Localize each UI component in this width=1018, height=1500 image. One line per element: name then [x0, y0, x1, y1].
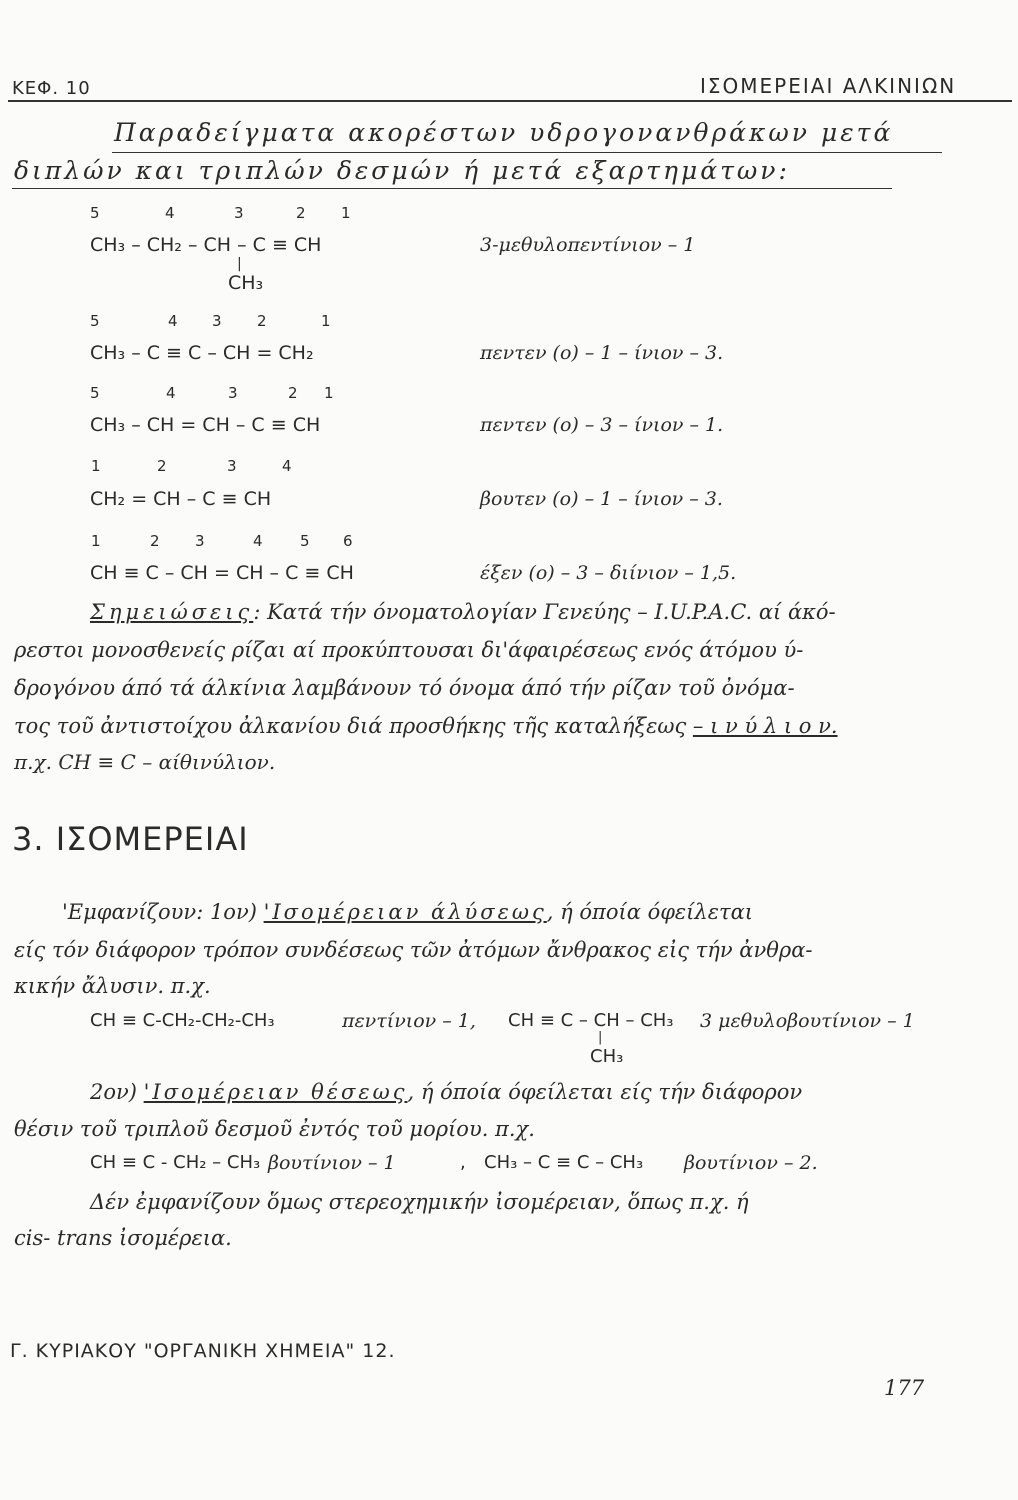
chain-isomerism-line-3: κικήν ἄλυσιν. π.χ. [14, 974, 211, 998]
notes-line-4-text: τος τοῦ ἀντιστοίχου ἀλκανίου διά προσθήκης τῆς καταλήξεως [14, 714, 693, 738]
example-1-branch-bond: | [237, 256, 242, 272]
source-reference: Γ. ΚΥΡΙΑΚΟΥ "ΟΡΓΑΝΙΚΗ ΧΗΜΕΙΑ" 12. [10, 1340, 396, 1362]
carbon-number: 1 [324, 384, 334, 402]
notes-line-2: ρεστοι μονοσθενείς ρίζαι αί προκύπτουσαι δι'άφαιρέσεως ενός άτόμου ύ- [14, 638, 804, 662]
carbon-number: 2 [257, 312, 267, 330]
chain-isomerism-line-1 [62, 900, 753, 924]
chain-example-1-formula: CH ≡ C-CH₂-CH₂-CH₃ [90, 1010, 275, 1031]
carbon-number: 3 [195, 532, 205, 550]
carbon-number: 4 [166, 384, 176, 402]
example-3-numbering [0, 384, 1000, 404]
example-4-formula: CH₂ = CH – C ≡ CH [90, 488, 272, 510]
carbon-number: 5 [90, 384, 100, 402]
example-5-numbering [0, 532, 1000, 552]
position-example-1-formula: CH ≡ C - CH₂ – CH₃ [90, 1152, 261, 1173]
carbon-number: 2 [288, 384, 298, 402]
example-1-name: 3-μεθυλοπεντίνιον – 1 [480, 234, 696, 256]
carbon-number: 1 [91, 457, 101, 475]
intro-line-1: Παραδείγματα ακορέστων υδρογονανθράκων μετά [114, 118, 894, 147]
chain-example-2-branch: CH₃ [590, 1046, 624, 1067]
carbon-number: 5 [300, 532, 310, 550]
example-4-name: βουτεν (ο) – 1 – ίνιον – 3. [480, 488, 723, 510]
chapter-label: ΚΕΦ. 10 [12, 78, 91, 99]
notes-line-3: δρογόνου άπό τά άλκίνια λαμβάνουν τό όνομα άπό τήν ρίζαν τοῦ ὀνόμα- [14, 676, 795, 700]
stereo-line-2: cis- trans ἰσομέρεια. [14, 1226, 232, 1250]
example-1-formula: CH₃ – CH₂ – CH – C ≡ CH [90, 234, 322, 256]
carbon-number: 2 [150, 532, 160, 550]
chain-isomerism-title: 'Ισομέρειαν άλύσεως [263, 900, 547, 924]
carbon-number: 1 [91, 532, 101, 550]
position-example-1-name: βουτίνιον – 1 [268, 1152, 396, 1174]
example-2-name: πεντεν (ο) – 1 – ίνιον – 3. [480, 342, 724, 364]
carbon-number: 4 [165, 204, 175, 222]
intro-underline-2 [12, 188, 892, 189]
carbon-number: 5 [90, 312, 100, 330]
carbon-number: 2 [296, 204, 306, 222]
carbon-number: 2 [157, 457, 167, 475]
position-intro: 2ον) [90, 1080, 144, 1104]
carbon-number: 3 [228, 384, 238, 402]
carbon-number: 4 [253, 532, 263, 550]
carbon-number: 3 [212, 312, 222, 330]
example-1-numbering [0, 204, 1000, 224]
chain-example-2-name: 3 μεθυλοβουτίνιον – 1 [700, 1010, 915, 1032]
example-2-numbering [0, 312, 1000, 332]
carbon-number: 4 [282, 457, 292, 475]
position-example-2-formula: CH₃ – C ≡ C – CH₃ [484, 1152, 644, 1173]
chain-isomerism-line-2: είς τόν διάφορον τρόπον συνδέσεως τῶν ἀτόμων ἄνθρακος εἰς τήν ἀνθρα- [14, 938, 813, 962]
example-5-formula: CH ≡ C – CH = CH – C ≡ CH [90, 562, 354, 584]
stereo-line-1: Δέν ἐμφανίζουν ὅμως στερεοχημικήν ἰσομέρειαν, ὅπως π.χ. ή [90, 1190, 749, 1214]
example-4-numbering [0, 457, 1000, 477]
position-example-2-name: βουτίνιον – 2. [684, 1152, 818, 1174]
position-isomerism-line-1 [90, 1080, 802, 1104]
notes-text: : Κατά τήν όνοματολογίαν Γενεύης – I.U.P.A.C. αί άκό- [253, 600, 836, 624]
position-isomerism-line-2: θέσιν τοῦ τριπλοῦ δεσμοῦ ἐντός τοῦ μορίου. π.χ. [14, 1117, 535, 1141]
header-rule [8, 100, 1012, 102]
carbon-number: 4 [168, 312, 178, 330]
page-number: 177 [884, 1376, 925, 1400]
carbon-number: 6 [343, 532, 353, 550]
carbon-number: 1 [321, 312, 331, 330]
intro-underline-1 [112, 152, 942, 153]
position-intro-post: , ή όποία όφείλεται είς τήν διάφορον [407, 1080, 803, 1104]
carbon-number: 3 [227, 457, 237, 475]
chain-example-2-formula: CH ≡ C – CH – CH₃ [508, 1010, 674, 1031]
section-title: 3. ΙΣΟΜΕΡΕΙΑΙ [12, 820, 249, 858]
running-title: ΙΣΟΜΕΡΕΙΑΙ ΑΛΚΙΝΙΩΝ [700, 74, 957, 98]
chain-intro: 'Εμφανίζουν: 1ον) [62, 900, 264, 924]
suffix-inylion: – ι ν ύ λ ι ο ν. [692, 714, 838, 738]
chain-example-1-name: πεντίνιον – 1, [342, 1010, 476, 1032]
position-example-separator: , [460, 1152, 466, 1173]
notes-line-4 [14, 714, 838, 738]
carbon-number: 1 [341, 204, 351, 222]
chain-intro-post: , ή όποία όφείλεται [546, 900, 754, 924]
carbon-number: 5 [90, 204, 100, 222]
notes-label: Σημειώσεις [90, 600, 254, 624]
example-5-name: έξεν (ο) – 3 – διίνιον – 1,5. [480, 562, 737, 584]
example-3-formula: CH₃ – CH = CH – C ≡ CH [90, 414, 321, 436]
notes-line-5: π.χ. CH ≡ C – αίθινύλιον. [14, 750, 276, 774]
notes-paragraph-line-1 [90, 600, 836, 624]
chain-example-2-branch-bond: | [598, 1030, 603, 1045]
example-3-name: πεντεν (ο) – 3 – ίνιον – 1. [480, 414, 724, 436]
position-isomerism-title: 'Ισομέρειαν θέσεως [143, 1080, 408, 1104]
intro-line-2: διπλών και τριπλών δεσμών ή μετά εξαρτημάτων: [14, 156, 790, 185]
example-2-formula: CH₃ – C ≡ C – CH = CH₂ [90, 342, 314, 364]
carbon-number: 3 [234, 204, 244, 222]
example-1-branch: CH₃ [228, 272, 264, 294]
